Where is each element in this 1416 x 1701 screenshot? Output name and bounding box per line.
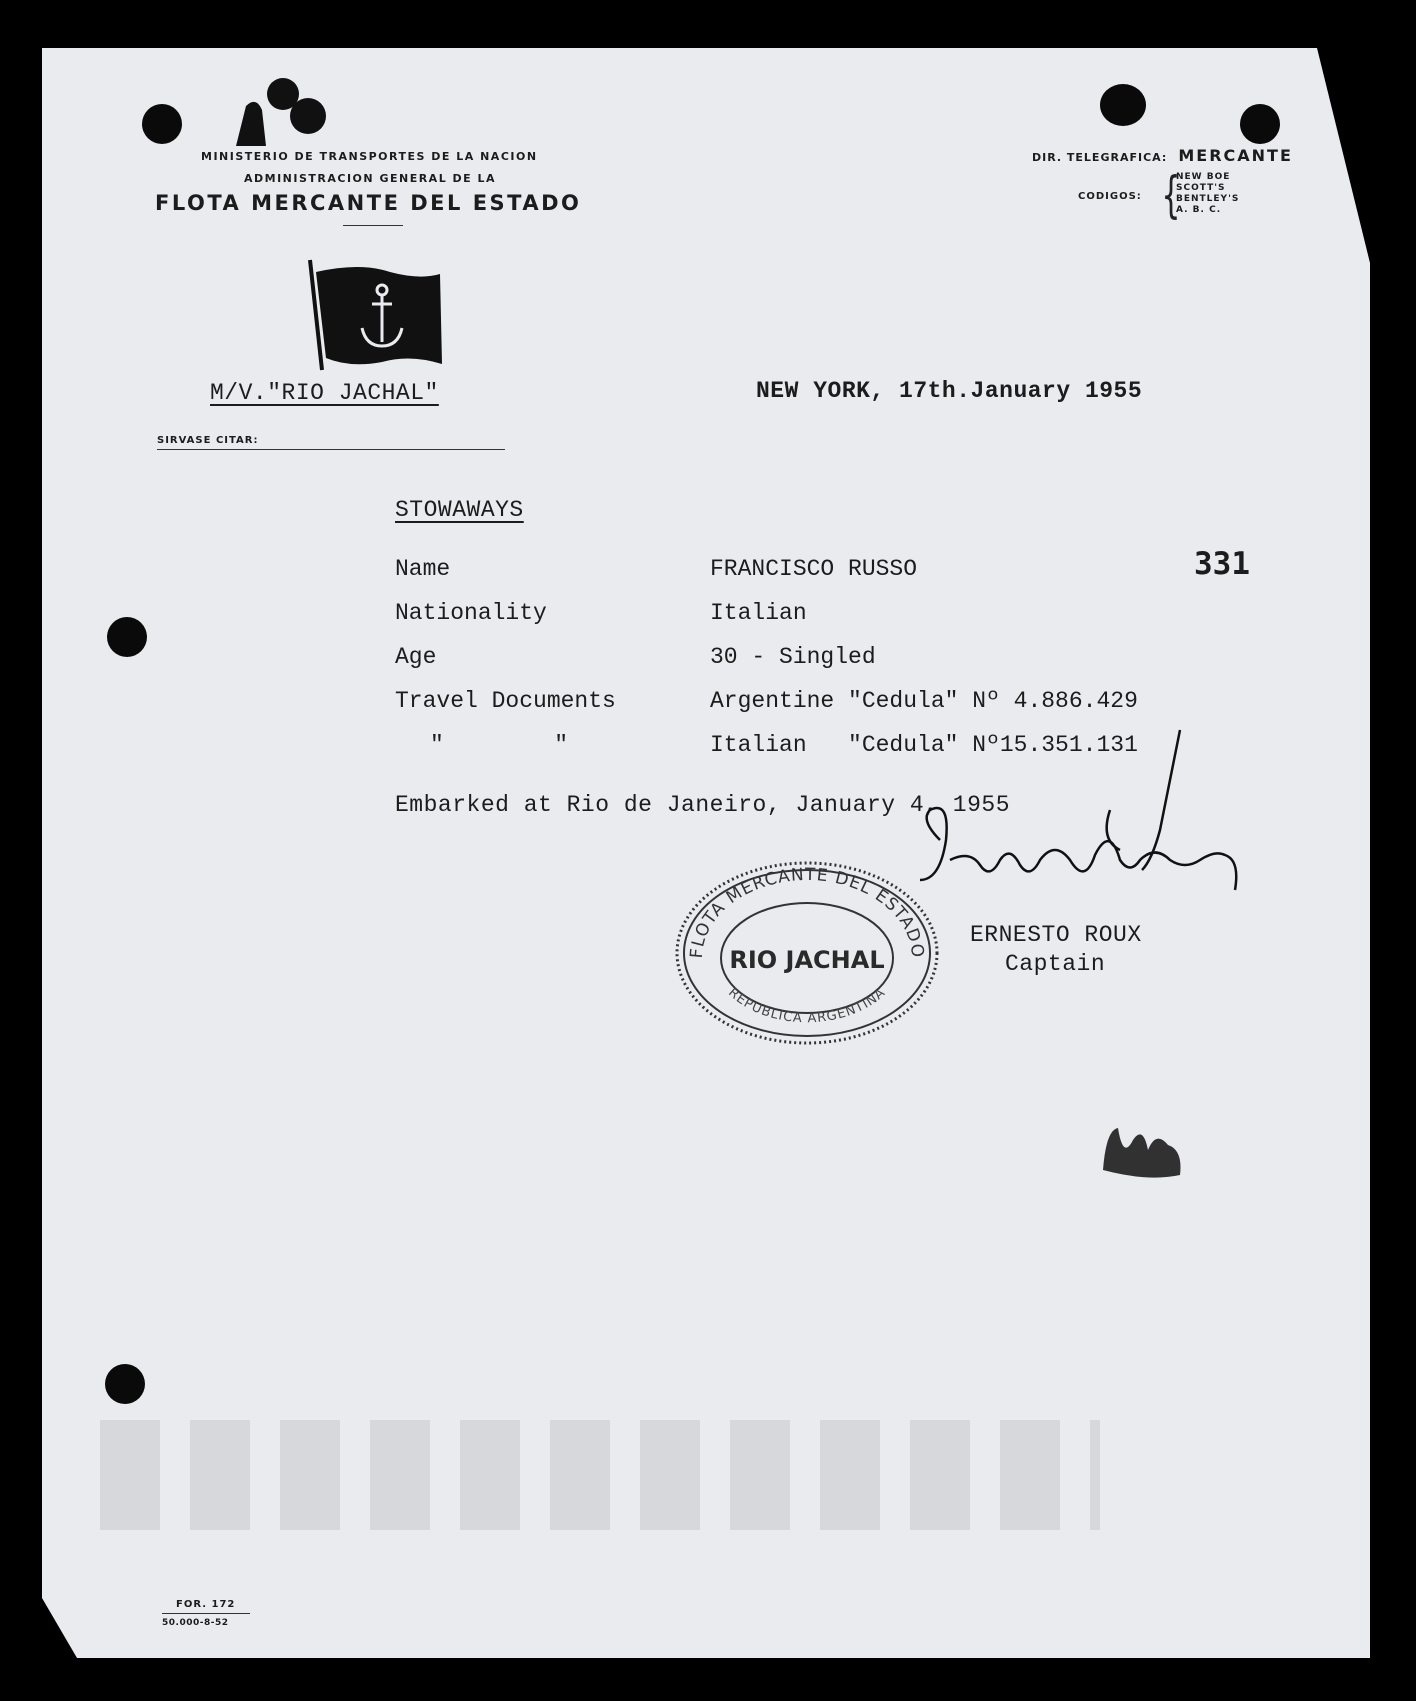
punch-hole (1240, 104, 1280, 144)
emblem-icon (228, 76, 328, 146)
anchor-flag-icon (300, 258, 450, 374)
field-label-name: Name (395, 556, 451, 582)
punch-hole (105, 1364, 145, 1404)
ministry-line: MINISTERIO DE TRANSPORTES DE LA NACION (201, 150, 538, 163)
fleet-name: FLOTA MERCANTE DEL ESTADO (155, 191, 582, 215)
code-item: A. B. C. (1176, 205, 1222, 215)
vessel-name: M/V."RIO JACHAL" (210, 380, 439, 406)
code-item: NEW BOE (1176, 172, 1231, 182)
telegraph-line (1032, 146, 1293, 165)
punch-hole (1100, 84, 1146, 126)
signatory-name: ERNESTO ROUX (970, 922, 1142, 948)
field-value-name: FRANCISCO RUSSO (710, 556, 918, 582)
field-label-nationality: Nationality (395, 600, 547, 626)
form-code-rule (162, 1613, 250, 1614)
bleed-through-text (100, 1420, 1100, 1530)
codes-brace: { (1161, 166, 1181, 224)
field-value-italian-document: Italian "Cedula" Nº15.351.131 (710, 732, 1138, 758)
field-value-nationality: Italian (710, 600, 807, 626)
sirvase-citar-line (157, 449, 505, 450)
stamp-top-text: FLOTA MERCANTE DEL ESTADO (686, 864, 928, 960)
punch-hole (142, 104, 182, 144)
punch-hole (107, 617, 147, 657)
stowaways-heading: STOWAWAYS (395, 497, 524, 523)
captain-signature (880, 720, 1260, 940)
codes-label: CODIGOS: (1078, 191, 1142, 202)
stamp-bottom-text: REPUBLICA ARGENTINA (725, 985, 889, 1027)
telegraph-value: MERCANTE (1178, 146, 1293, 165)
field-value-travel-documents: Argentine "Cedula" Nº 4.886.429 (710, 688, 1138, 714)
signatory-title: Captain (1005, 951, 1106, 977)
field-label-age: Age (395, 644, 437, 670)
page-number: 331 (1194, 546, 1250, 582)
form-code: FOR. 172 (176, 1599, 236, 1610)
field-label-travel-documents: Travel Documents (395, 688, 616, 714)
telegraph-label: DIR. TELEGRAFICA: (1032, 151, 1168, 164)
ink-smudge (1098, 1120, 1188, 1180)
stamp-center-text: RIO JACHAL (729, 946, 885, 974)
sirvase-citar-label: SIRVASE CITAR: (157, 435, 259, 446)
form-print-run: 50.000-8-52 (162, 1618, 229, 1628)
administration-line: ADMINISTRACION GENERAL DE LA (244, 172, 497, 185)
field-label-ditto: " " (430, 732, 569, 758)
field-value-age: 30 - Singled (710, 644, 876, 670)
embarked-line: Embarked at Rio de Janeiro, January 4, 1955 (395, 792, 1010, 818)
code-item: BENTLEY'S (1176, 194, 1240, 204)
code-item: SCOTT'S (1176, 183, 1226, 193)
svg-text:REPUBLICA ARGENTINA (725, 985, 888, 1026)
codes-list (1176, 172, 1239, 216)
letterhead-rule (343, 225, 403, 226)
date-line: NEW YORK, 17th.January 1955 (756, 378, 1143, 404)
